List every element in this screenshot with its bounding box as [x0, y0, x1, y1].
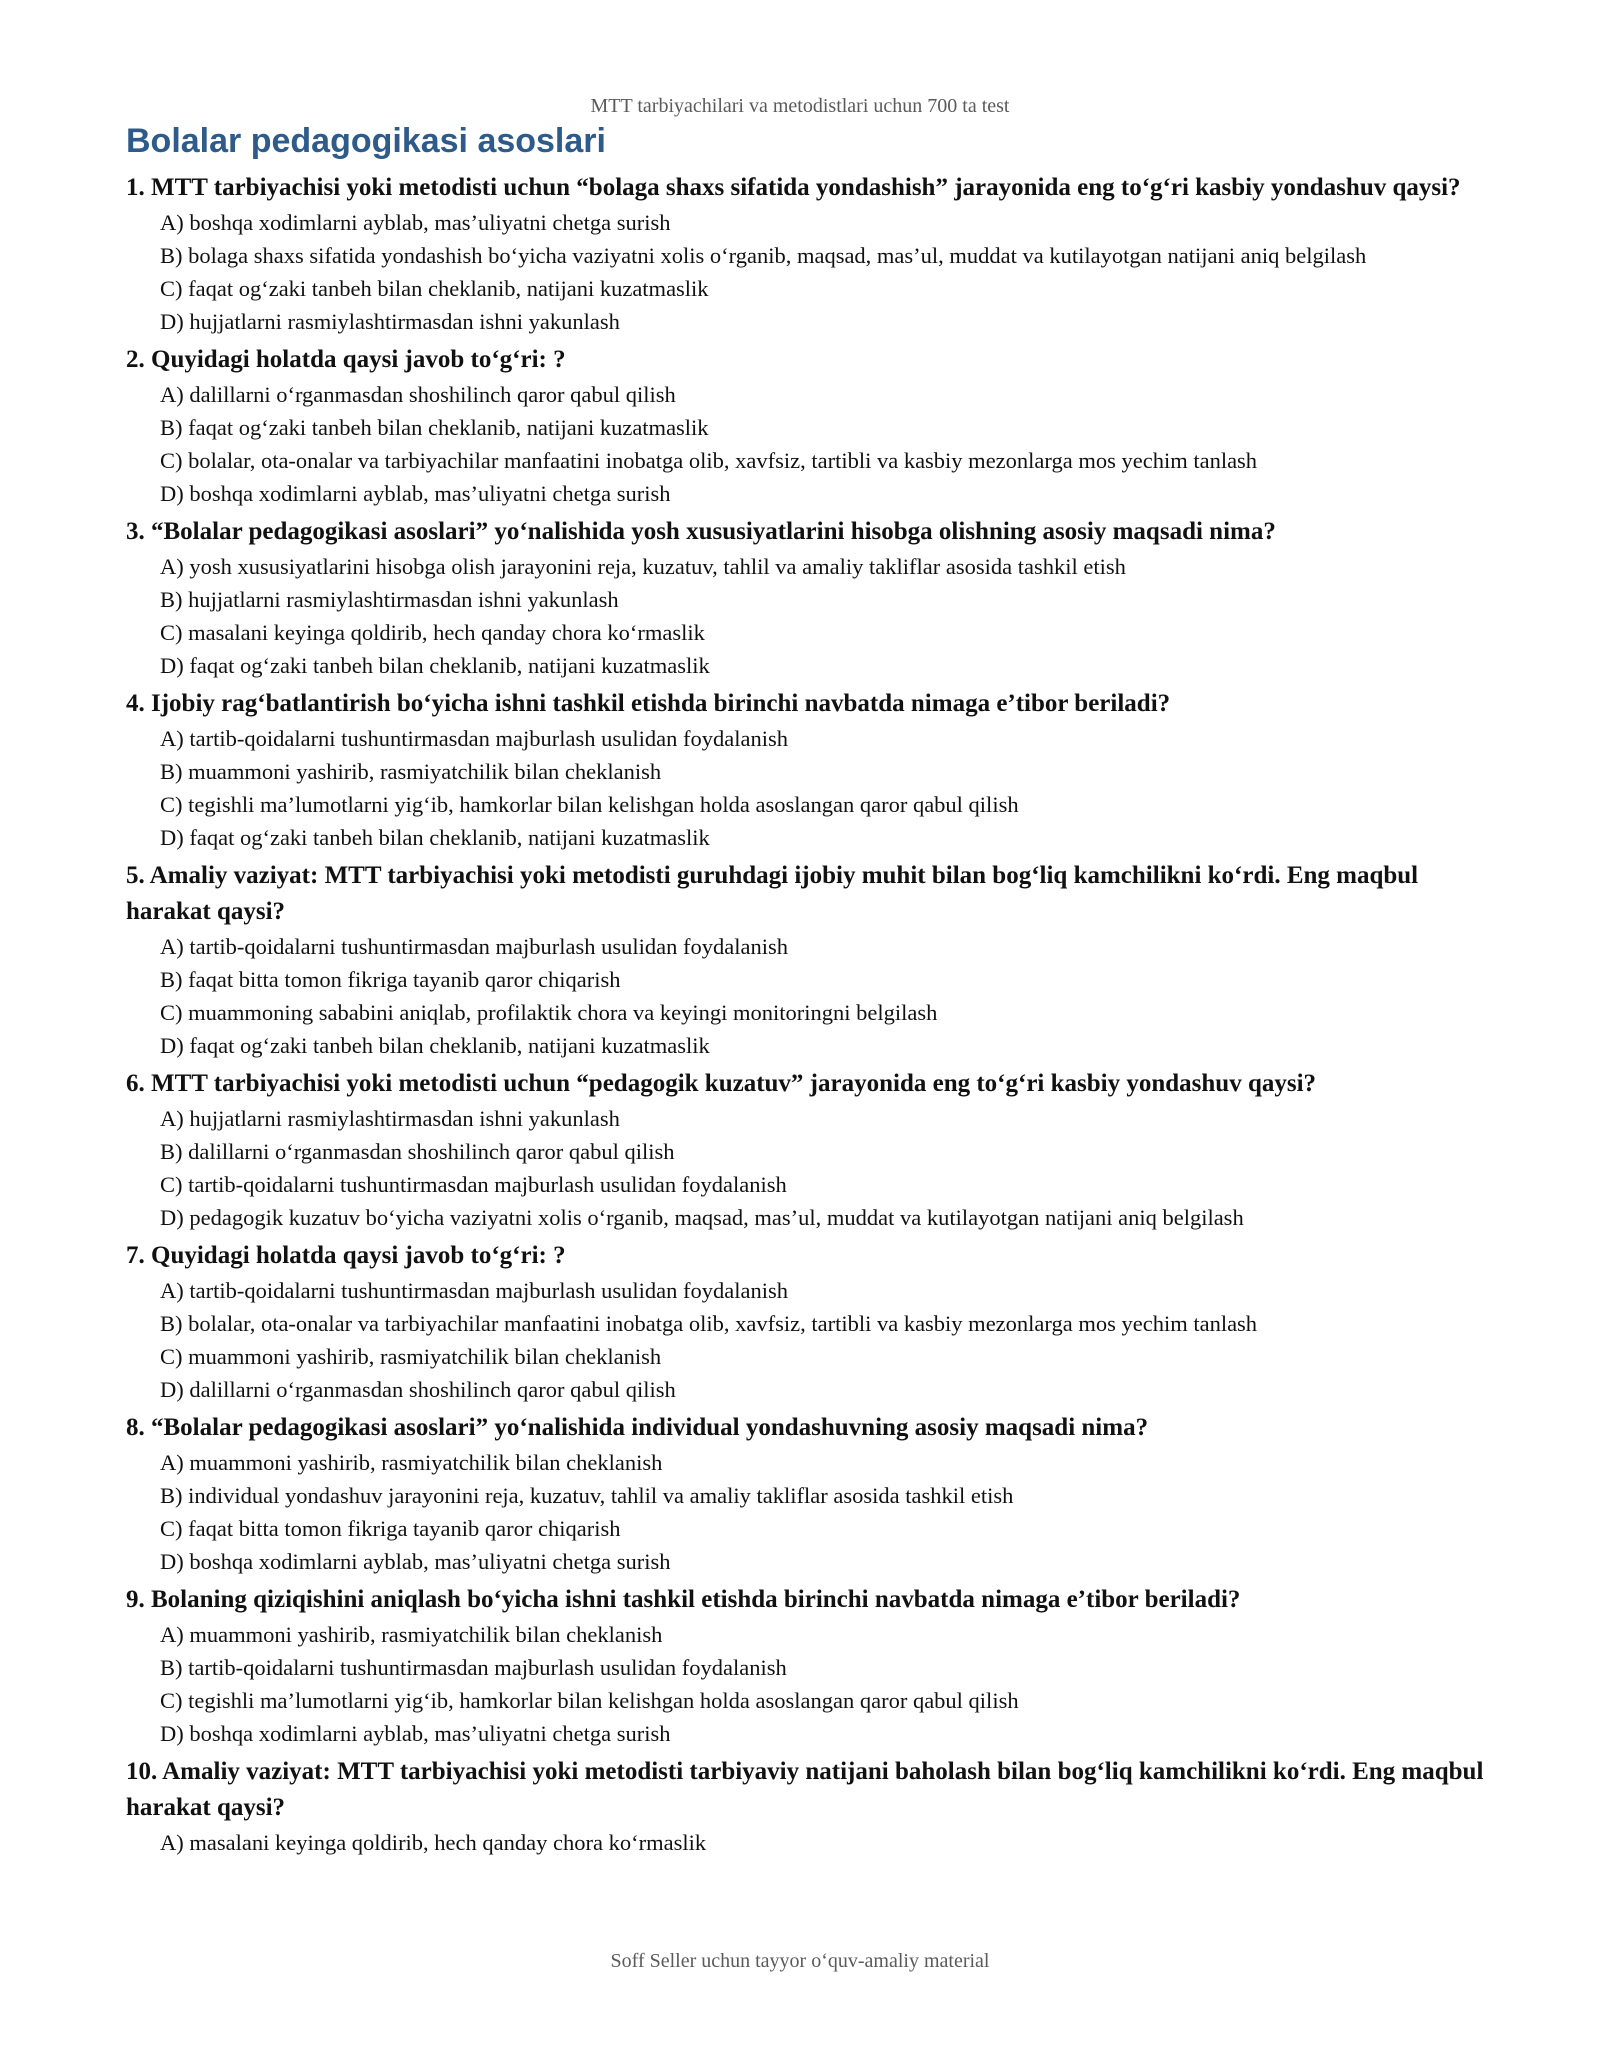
answer-option: B) faqat bitta tomon fikriga tayanib qaror chiqarish	[160, 967, 621, 992]
answer-option: C) muammoni yashirib, rasmiyatchilik bilan cheklanish	[160, 1344, 662, 1369]
answer-options	[126, 1274, 1486, 1406]
question-item	[126, 170, 1486, 338]
answer-option: D) pedagogik kuzatuv bo‘yicha vaziyatni xolis o‘rganib, maqsad, mas’ul, muddat va kutilayotgan natijani aniq belgilash	[160, 1205, 1244, 1230]
answer-option: A) yosh xususiyatlarini hisobga olish jarayonini reja, kuzatuv, tahlil va amaliy takliflar asosida tashkil etish	[160, 554, 1126, 579]
answer-option: C) tegishli ma’lumotlarni yig‘ib, hamkorlar bilan kelishgan holda asoslangan qaror qabul qilish	[160, 792, 1019, 817]
question-item	[126, 686, 1486, 854]
answer-options	[126, 550, 1486, 682]
answer-options	[126, 1102, 1486, 1234]
answer-option: A) tartib-qoidalarni tushuntirmasdan majburlash usulidan foydalanish	[160, 934, 788, 959]
answer-option: D) faqat og‘zaki tanbeh bilan cheklanib, natijani kuzatmaslik	[160, 653, 710, 678]
answer-option: B) hujjatlarni rasmiylashtirmasdan ishni yakunlash	[160, 587, 619, 612]
answer-option: A) muammoni yashirib, rasmiyatchilik bilan cheklanish	[160, 1450, 663, 1475]
answer-option: C) bolalar, ota-onalar va tarbiyachilar manfaatini inobatga olib, xavfsiz, tartibli va kasbiy mezonlarga mos yechim tanlash	[160, 448, 1258, 473]
question-text: 6. MTT tarbiyachisi yoki metodisti uchun “pedagogik kuzatuv” jarayonida eng to‘g‘ri kasbiy yondashuv qaysi?	[126, 1070, 1317, 1097]
answer-option: A) tartib-qoidalarni tushuntirmasdan majburlash usulidan foydalanish	[160, 1278, 788, 1303]
answer-option: B) faqat og‘zaki tanbeh bilan cheklanib, natijani kuzatmaslik	[160, 415, 709, 440]
question-text: 9. Bolaning qiziqishini aniqlash bo‘yicha ishni tashkil etishda birinchi navbatda nimaga e’tibor beriladi?	[126, 1586, 1241, 1613]
question-item	[126, 858, 1486, 1062]
question-text: 10. Amaliy vaziyat: MTT tarbiyachisi yoki metodisti tarbiyaviy natijani baholash bilan bog‘liq kamchilikni ko‘rdi. Eng maqbul harakat qaysi?	[126, 1758, 1484, 1821]
answer-option: D) hujjatlarni rasmiylashtirmasdan ishni yakunlash	[160, 309, 620, 334]
answer-option: B) muammoni yashirib, rasmiyatchilik bilan cheklanish	[160, 759, 662, 784]
answer-option: C) faqat og‘zaki tanbeh bilan cheklanib, natijani kuzatmaslik	[160, 276, 709, 301]
answer-option: A) muammoni yashirib, rasmiyatchilik bilan cheklanish	[160, 1622, 663, 1647]
question-item	[126, 342, 1486, 510]
answer-option: C) muammoning sababini aniqlab, profilaktik chora va keyingi monitoringni belgilash	[160, 1000, 938, 1025]
answer-option: D) boshqa xodimlarni ayblab, mas’uliyatni chetga surish	[160, 1549, 671, 1574]
answer-option: C) tartib-qoidalarni tushuntirmasdan majburlash usulidan foydalanish	[160, 1172, 787, 1197]
question-item	[126, 1238, 1486, 1406]
answer-option: A) masalani keyinga qoldirib, hech qanday chora ko‘rmaslik	[160, 1830, 707, 1855]
answer-option: A) dalillarni o‘rganmasdan shoshilinch qaror qabul qilish	[160, 382, 676, 407]
question-item	[126, 1066, 1486, 1234]
answer-options	[126, 1826, 1486, 1859]
question-text: 4. Ijobiy rag‘batlantirish bo‘yicha ishni tashkil etishda birinchi navbatda nimaga e’tibor beriladi?	[126, 690, 1171, 717]
question-text: 1. MTT tarbiyachisi yoki metodisti uchun “bolaga shaxs sifatida yondashish” jarayonida eng to‘g‘ri kasbiy yondashuv qaysi?	[126, 174, 1461, 201]
answer-option: B) bolaga shaxs sifatida yondashish bo‘yicha vaziyatni xolis o‘rganib, maqsad, mas’ul, muddat va kutilayotgan natijani aniq belgilash	[160, 243, 1367, 268]
answer-option: C) tegishli ma’lumotlarni yig‘ib, hamkorlar bilan kelishgan holda asoslangan qaror qabul qilish	[160, 1688, 1019, 1713]
question-text: 5. Amaliy vaziyat: MTT tarbiyachisi yoki metodisti guruhdagi ijobiy muhit bilan bog‘liq kamchilikni ko‘rdi. Eng maqbul harakat qaysi?	[126, 862, 1419, 925]
answer-options	[126, 930, 1486, 1062]
section-title: Bolalar pedagogikasi asoslari	[126, 122, 606, 160]
question-text: 3. “Bolalar pedagogikasi asoslari” yo‘nalishida yosh xususiyatlarini hisobga olishning asosiy maqsadi nima?	[126, 518, 1276, 545]
answer-option: D) faqat og‘zaki tanbeh bilan cheklanib, natijani kuzatmaslik	[160, 1033, 710, 1058]
question-text: 8. “Bolalar pedagogikasi asoslari” yo‘nalishida individual yondashuvning asosiy maqsadi nima?	[126, 1414, 1149, 1441]
question-item	[126, 1582, 1486, 1750]
answer-option: B) bolalar, ota-onalar va tarbiyachilar manfaatini inobatga olib, xavfsiz, tartibli va kasbiy mezonlarga mos yechim tanlash	[160, 1311, 1258, 1336]
answer-option: B) individual yondashuv jarayonini reja, kuzatuv, tahlil va amaliy takliflar asosida tashkil etish	[160, 1483, 1014, 1508]
answer-options	[126, 722, 1486, 854]
answer-options	[126, 1446, 1486, 1578]
answer-option: B) tartib-qoidalarni tushuntirmasdan majburlash usulidan foydalanish	[160, 1655, 787, 1680]
page-header: MTT tarbiyachilari va metodistlari uchun 700 ta test	[590, 95, 1010, 117]
question-list	[126, 170, 1486, 1863]
answer-options	[126, 378, 1486, 510]
answer-options	[126, 1618, 1486, 1750]
question-item	[126, 514, 1486, 682]
answer-options	[126, 206, 1486, 338]
answer-option: A) hujjatlarni rasmiylashtirmasdan ishni yakunlash	[160, 1106, 620, 1131]
page-footer: Soff Seller uchun tayyor o‘quv-amaliy material	[610, 1950, 990, 1972]
answer-option: D) boshqa xodimlarni ayblab, mas’uliyatni chetga surish	[160, 481, 671, 506]
answer-option: D) dalillarni o‘rganmasdan shoshilinch qaror qabul qilish	[160, 1377, 676, 1402]
question-item	[126, 1410, 1486, 1578]
answer-option: A) boshqa xodimlarni ayblab, mas’uliyatni chetga surish	[160, 210, 671, 235]
answer-option: A) tartib-qoidalarni tushuntirmasdan majburlash usulidan foydalanish	[160, 726, 788, 751]
question-item	[126, 1754, 1486, 1859]
answer-option: C) faqat bitta tomon fikriga tayanib qaror chiqarish	[160, 1516, 621, 1541]
question-text: 2. Quyidagi holatda qaysi javob to‘g‘ri: ?	[126, 346, 566, 373]
answer-option: D) boshqa xodimlarni ayblab, mas’uliyatni chetga surish	[160, 1721, 671, 1746]
answer-option: C) masalani keyinga qoldirib, hech qanday chora ko‘rmaslik	[160, 620, 705, 645]
answer-option: D) faqat og‘zaki tanbeh bilan cheklanib, natijani kuzatmaslik	[160, 825, 710, 850]
question-text: 7. Quyidagi holatda qaysi javob to‘g‘ri: ?	[126, 1242, 566, 1269]
answer-option: B) dalillarni o‘rganmasdan shoshilinch qaror qabul qilish	[160, 1139, 675, 1164]
